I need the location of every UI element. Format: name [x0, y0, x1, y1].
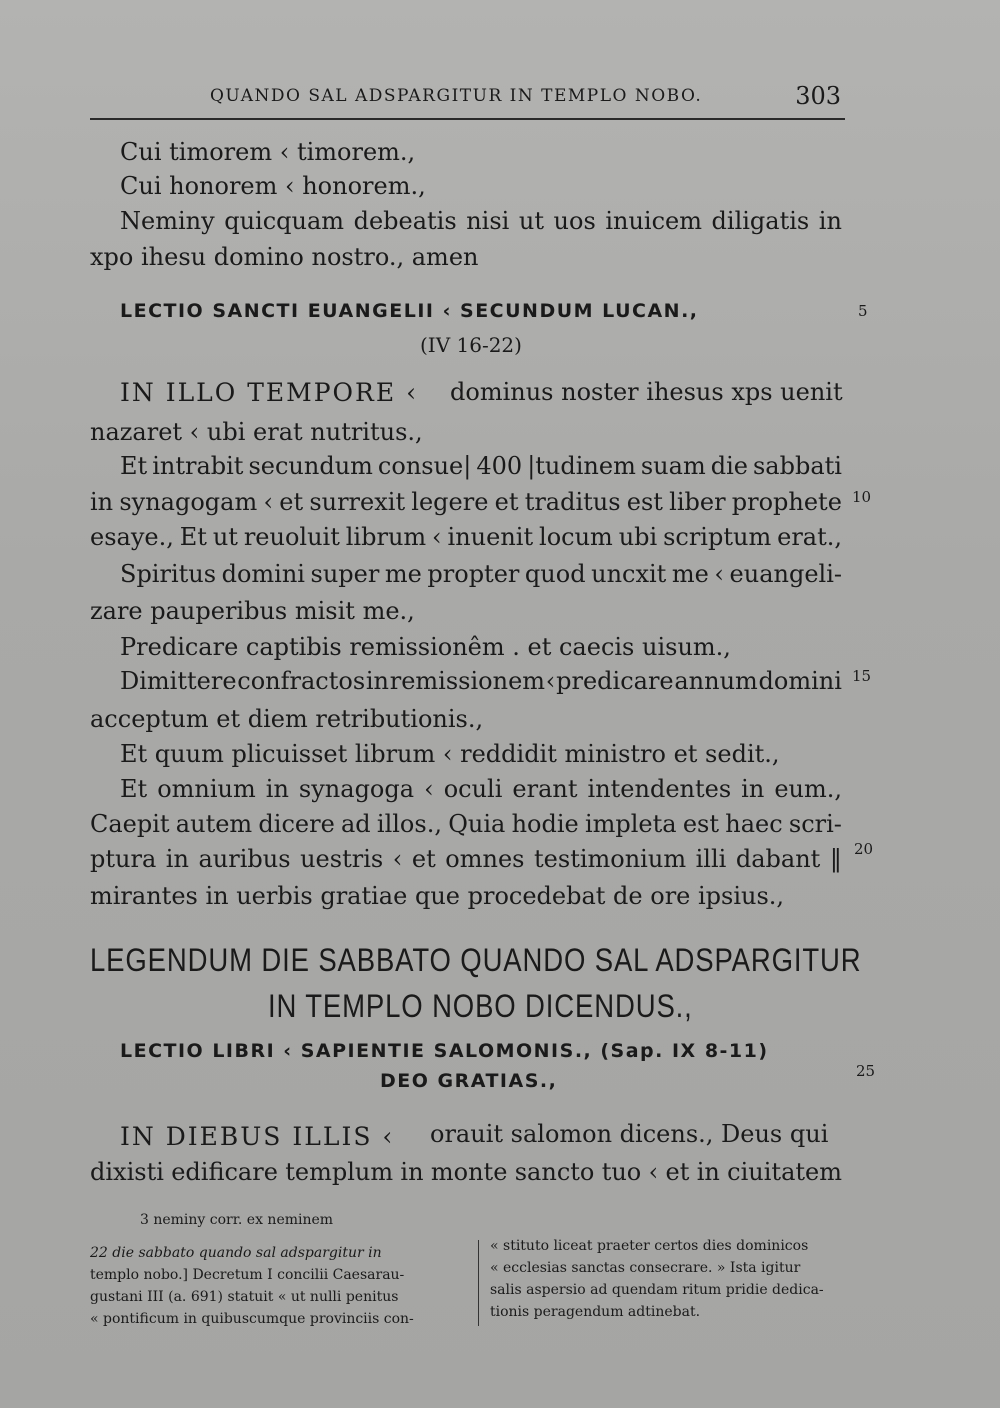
text-line: Et quum plicuisset librum ‹ reddidit ministro et sedit.,	[120, 740, 780, 768]
text-line: in synagogam ‹ et surrexit legere et traditus est liber prophete	[90, 488, 842, 516]
text-line: esaye., Et ut reuoluit librum ‹ inuenit locum ubi scriptum erat.,	[90, 523, 842, 551]
text-line: dixisti edificare templum in monte sancto tuo ‹ et in ciuitatem	[90, 1158, 842, 1186]
header-rule	[90, 118, 845, 120]
footnote-line: 22 die sabbato quando sal adspargitur in	[90, 1245, 382, 1261]
rubric-heading: DEO GRATIAS.,	[380, 1070, 558, 1092]
rubric-heading: LECTIO SANCTI EUANGELII ‹ SECUNDUM LUCAN.,	[120, 300, 699, 322]
text-line: zare pauperibus misit me.,	[90, 597, 415, 625]
text-line: Et omnium in synagoga ‹ oculi erant intendentes in eum.,	[120, 775, 842, 803]
footnote-apparatus: 3 neminy corr. ex neminem	[140, 1212, 334, 1228]
incipit-caps: IN DIEBUS ILLIS ‹	[120, 1122, 395, 1151]
text-line: Cui honorem ‹ honorem.,	[120, 172, 426, 200]
text-line: Dimittere confractos in remissionem ‹ predicare annum domini	[120, 667, 842, 695]
footnote-line: « ecclesias sanctas consecrare. » Ista igitur	[490, 1260, 801, 1276]
running-header	[90, 82, 845, 122]
header-title: QUANDO SAL ADSPARGITUR IN TEMPLO NOBO.	[210, 86, 703, 106]
text-line: xpo ihesu domino nostro., amen	[90, 243, 479, 271]
scripture-reference: (IV 16-22)	[420, 333, 522, 357]
page-number: 303	[795, 82, 841, 110]
footnote-line: salis aspersio ad quendam ritum pridie dedica-	[490, 1282, 824, 1298]
footnote-line: « stituto liceat praeter certos dies dominicos	[490, 1238, 809, 1254]
text-line: Caepit autem dicere ad illos., Quia hodie impleta est haec scri-	[90, 810, 842, 838]
text-line: Predicare captibis remissionêm . et caecis uisum.,	[120, 633, 731, 661]
text-line: acceptum et diem retributionis.,	[90, 705, 484, 733]
footnote-line: « pontificum in quibuscumque provinciis con-	[90, 1311, 414, 1327]
text-line: orauit salomon dicens., Deus qui	[430, 1120, 829, 1148]
line-number: 20	[854, 840, 874, 858]
line-number: 25	[856, 1062, 876, 1080]
text-line: dominus noster ihesus xps uenit	[450, 378, 843, 406]
text-line: Neminy quicquam debeatis nisi ut uos inuicem diligatis in	[120, 207, 842, 235]
text-line: ptura in auribus uestris ‹ et omnes testimonium illi dabant ‖	[90, 845, 842, 873]
text-line: nazaret ‹ ubi erat nutritus.,	[90, 418, 423, 446]
footnote-line: templo nobo.] Decretum I concilii Caesarau-	[90, 1267, 405, 1283]
incipit-caps: IN ILLO TEMPORE ‹	[120, 378, 419, 407]
section-title: LEGENDUM DIE SABBATO QUANDO SAL ADSPARGITUR	[90, 942, 862, 978]
text-line: Cui timorem ‹ timorem.,	[120, 138, 416, 166]
footnote-column-rule	[478, 1240, 479, 1326]
section-title: IN TEMPLO NOBO DICENDUS.,	[268, 988, 693, 1024]
line-number: 5	[858, 302, 868, 320]
text-line: Et intrabit secundum consue| 400 |tudinem suam die sabbati	[120, 452, 842, 480]
line-number: 10	[852, 488, 872, 506]
text-line: Spiritus domini super me propter quod uncxit me ‹ euangeli-	[120, 560, 842, 588]
text-line: mirantes in uerbis gratiae que procedebat de ore ipsius.,	[90, 882, 785, 910]
footnote-line: gustani III (a. 691) statuit « ut nulli penitus	[90, 1289, 399, 1305]
line-number: 15	[852, 667, 872, 685]
footnote-line: tionis peragendum adtinebat.	[490, 1304, 701, 1320]
rubric-heading: LECTIO LIBRI ‹ SAPIENTIE SALOMONIS., (Sap. IX 8-11)	[120, 1040, 769, 1062]
